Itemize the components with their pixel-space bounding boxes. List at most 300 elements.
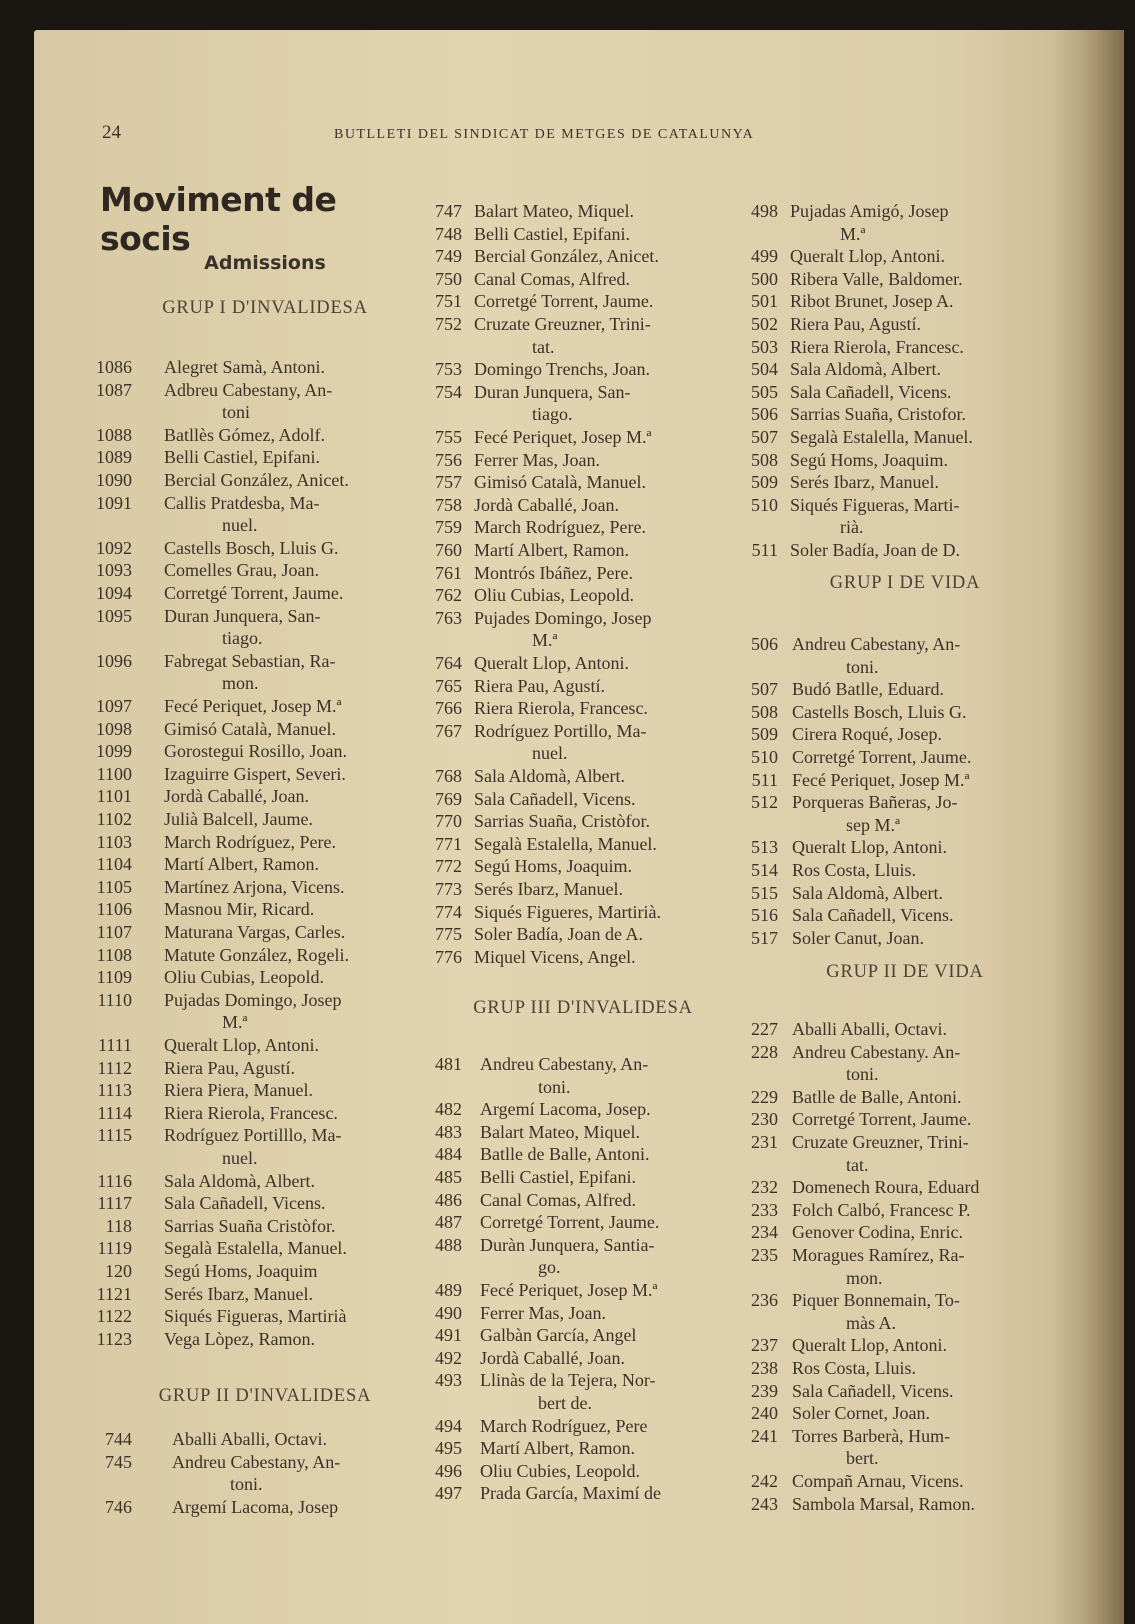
member-number: 1113 bbox=[97, 1080, 132, 1101]
list-item bbox=[728, 1199, 1058, 1222]
member-name-continuation: tiago. bbox=[222, 628, 263, 649]
list-item bbox=[82, 1215, 412, 1238]
member-name: Serés Ibarz, Manuel. bbox=[474, 879, 623, 899]
member-number: 512 bbox=[751, 792, 778, 813]
member-number: 511 bbox=[751, 769, 778, 790]
list-item bbox=[728, 1357, 1058, 1380]
list-item bbox=[82, 1170, 412, 1193]
member-number: 488 bbox=[435, 1234, 462, 1255]
member-name: Ferrer Mas, Joan. bbox=[474, 449, 600, 470]
group-heading: GRUP II D'INVALIDESA bbox=[158, 1386, 372, 1406]
list-item bbox=[82, 1102, 412, 1125]
member-number: 776 bbox=[435, 946, 462, 967]
member-name: Galbàn García, Angel bbox=[480, 1325, 637, 1346]
list-item bbox=[728, 471, 1058, 494]
list-item bbox=[412, 697, 742, 720]
list-item bbox=[728, 1493, 1058, 1516]
list-item bbox=[728, 723, 1058, 746]
list-item bbox=[82, 966, 412, 989]
section-title: Moviment de socis bbox=[100, 180, 337, 258]
list-item bbox=[412, 788, 742, 811]
member-number: 501 bbox=[751, 291, 778, 312]
member-name: Sala Cañadell, Vicens. bbox=[792, 1380, 954, 1401]
member-name: Izaguirre Gispert, Severi. bbox=[164, 763, 346, 784]
member-name: Oliu Cubias, Leopold. bbox=[164, 967, 324, 988]
member-name: Vega Lòpez, Ramon. bbox=[164, 1328, 315, 1349]
member-number: 1109 bbox=[96, 967, 132, 988]
section-subtitle: Admissions bbox=[204, 252, 326, 274]
member-name: Fecé Periquet, Josep M.ª bbox=[164, 696, 342, 716]
list-item bbox=[412, 923, 742, 946]
member-name: Canal Comas, Alfred. bbox=[474, 268, 630, 289]
member-name: Sala Cañadell, Vicens. bbox=[790, 381, 952, 402]
member-name: Segú Homs, Joaquim. bbox=[474, 856, 633, 877]
list-item bbox=[728, 1041, 1058, 1086]
member-number: 1123 bbox=[96, 1328, 132, 1349]
member-number: 1110 bbox=[97, 989, 132, 1010]
list-item bbox=[82, 1237, 412, 1260]
member-number: 1121 bbox=[96, 1283, 132, 1304]
member-name: Domingo Trenchs, Joan. bbox=[474, 359, 651, 380]
member-number: 1101 bbox=[96, 786, 132, 807]
member-name-continuation: M.ª bbox=[840, 223, 866, 244]
member-number: 771 bbox=[435, 833, 462, 854]
member-name: Batllès Gómez, Adolf. bbox=[164, 424, 325, 445]
list-item bbox=[412, 1234, 742, 1279]
member-name: Jordà Caballé, Joan. bbox=[474, 494, 619, 515]
group-heading: GRUP II DE VIDA bbox=[826, 962, 984, 982]
member-number: 764 bbox=[435, 653, 462, 673]
member-name: Porqueras Bañeras, Jo- bbox=[792, 792, 958, 813]
list-item bbox=[412, 652, 742, 675]
member-name: Argemí Lacoma, Josep bbox=[172, 1496, 339, 1517]
member-name-continuation: sep M.ª bbox=[846, 814, 900, 835]
member-number: 492 bbox=[435, 1347, 462, 1368]
member-name: Martí Albert, Ramon. bbox=[480, 1438, 635, 1459]
list-item bbox=[412, 675, 742, 698]
member-number: 1114 bbox=[97, 1102, 132, 1123]
member-number: 1092 bbox=[96, 537, 132, 558]
member-number: 1099 bbox=[96, 741, 132, 762]
member-name: Cruzate Greuzner, Trini- bbox=[474, 314, 651, 334]
member-name: Fecé Periquet, Josep M.ª bbox=[474, 427, 652, 447]
member-number: 242 bbox=[751, 1471, 778, 1491]
member-number: 755 bbox=[435, 427, 462, 447]
member-number: 502 bbox=[751, 314, 778, 334]
member-name: Riera Pau, Agustí. bbox=[164, 1057, 295, 1078]
member-name: Segú Homs, Joaquim. bbox=[790, 449, 949, 470]
member-number: 491 bbox=[435, 1325, 462, 1346]
member-number: 753 bbox=[435, 359, 462, 380]
list-item bbox=[82, 695, 412, 718]
member-number: 498 bbox=[751, 201, 778, 221]
member-name: Belli Castiel, Epifani. bbox=[474, 223, 630, 244]
member-name: Corretgé Torrent, Jaume. bbox=[792, 747, 972, 767]
member-number: 1097 bbox=[96, 696, 132, 716]
list-item bbox=[82, 718, 412, 741]
list-item bbox=[412, 720, 742, 765]
member-number: 762 bbox=[435, 585, 462, 606]
list-item bbox=[728, 1108, 1058, 1131]
member-name-continuation: mon. bbox=[846, 1267, 883, 1288]
member-number: 509 bbox=[751, 724, 778, 745]
member-number: 1091 bbox=[96, 492, 132, 513]
list-item bbox=[82, 853, 412, 876]
list-item bbox=[412, 245, 742, 268]
list-item bbox=[82, 1057, 412, 1080]
member-number: 1103 bbox=[96, 831, 132, 852]
member-name: Sala Cañadell, Vicens. bbox=[474, 788, 636, 809]
list-item bbox=[412, 471, 742, 494]
list-item bbox=[82, 379, 412, 424]
member-number: 748 bbox=[435, 223, 462, 244]
member-name: Queralt Llop, Antoni. bbox=[792, 837, 947, 858]
member-name: Serés Ibarz, Manuel. bbox=[790, 472, 939, 493]
member-number: 499 bbox=[751, 246, 778, 267]
list-item bbox=[82, 1451, 412, 1496]
member-name-continuation: tat. bbox=[532, 336, 555, 357]
member-name: Compañ Arnau, Vicens. bbox=[792, 1471, 964, 1491]
list-item bbox=[728, 1380, 1058, 1403]
member-number: 507 bbox=[751, 427, 778, 447]
list-item bbox=[82, 831, 412, 854]
member-name: Queralt Llop, Antoni. bbox=[164, 1035, 319, 1055]
member-name: Martí Albert, Ramon. bbox=[164, 854, 319, 875]
member-number: 763 bbox=[435, 607, 462, 628]
member-name: Andreu Cabestany, An- bbox=[792, 634, 961, 654]
member-name-continuation: toni. bbox=[538, 1076, 571, 1097]
member-name: Pujades Domingo, Josep bbox=[474, 607, 652, 628]
member-name: Rodríguez Portilllo, Ma- bbox=[164, 1125, 342, 1146]
member-number: 758 bbox=[435, 494, 462, 515]
member-number: 483 bbox=[435, 1121, 462, 1142]
list-item bbox=[412, 855, 742, 878]
member-number: 505 bbox=[751, 381, 778, 402]
member-name: Rodríguez Portillo, Ma- bbox=[474, 720, 647, 741]
list-item bbox=[82, 1305, 412, 1328]
member-name: Matute González, Rogeli. bbox=[164, 944, 349, 965]
member-number: 233 bbox=[751, 1199, 778, 1220]
list-item bbox=[728, 1470, 1058, 1493]
member-name: Soler Canut, Joan. bbox=[792, 927, 924, 948]
list-item bbox=[412, 1053, 742, 1098]
list-item bbox=[728, 633, 1058, 678]
member-name: Llinàs de la Tejera, Nor- bbox=[480, 1370, 656, 1391]
list-item bbox=[728, 904, 1058, 927]
list-item bbox=[82, 446, 412, 469]
member-name: Riera Piera, Manuel. bbox=[164, 1080, 313, 1101]
member-name-continuation: nuel. bbox=[222, 515, 258, 536]
list-item bbox=[412, 426, 742, 449]
member-number: 504 bbox=[751, 359, 778, 380]
list-item bbox=[82, 763, 412, 786]
list-item bbox=[412, 1098, 742, 1121]
member-name-continuation: mon. bbox=[222, 673, 259, 694]
list-item bbox=[728, 245, 1058, 268]
member-number: 489 bbox=[435, 1280, 462, 1300]
member-number: 1087 bbox=[96, 379, 132, 400]
member-number: 506 bbox=[751, 634, 778, 654]
member-number: 243 bbox=[751, 1493, 778, 1514]
member-name-continuation: màs A. bbox=[846, 1312, 897, 1333]
member-name: Martínez Arjona, Vicens. bbox=[164, 876, 345, 897]
member-name: Maturana Vargas, Carles. bbox=[164, 922, 346, 942]
member-name: Gorostegui Rosillo, Joan. bbox=[164, 741, 347, 762]
page bbox=[34, 30, 1124, 1624]
member-name: Oliu Cubias, Leopold. bbox=[474, 585, 634, 606]
list-item bbox=[82, 921, 412, 944]
list-item bbox=[412, 223, 742, 246]
member-number: 481 bbox=[435, 1054, 462, 1074]
member-number: 511 bbox=[751, 540, 778, 560]
member-number: 769 bbox=[435, 788, 462, 809]
list-item bbox=[412, 1211, 742, 1234]
member-name: Segalà Estalella, Manuel. bbox=[474, 833, 657, 854]
member-name: March Rodríguez, Pere. bbox=[474, 517, 646, 538]
member-number: 1104 bbox=[96, 854, 132, 875]
list-item bbox=[728, 746, 1058, 769]
list-item bbox=[728, 539, 1058, 562]
member-name: Montrós Ibáñez, Pere. bbox=[474, 562, 633, 583]
member-number: 510 bbox=[751, 747, 778, 767]
member-number: 1094 bbox=[96, 583, 132, 603]
list-item bbox=[412, 1460, 742, 1483]
member-name: Fecé Periquet, Josep M.ª bbox=[480, 1280, 658, 1300]
member-number: 1090 bbox=[96, 470, 132, 490]
member-number: 231 bbox=[751, 1132, 778, 1152]
member-number: 752 bbox=[435, 314, 462, 334]
member-name: Siqués Figueras, Martirià bbox=[164, 1306, 347, 1327]
list-item bbox=[82, 876, 412, 899]
member-number: 236 bbox=[751, 1290, 778, 1311]
member-number: 234 bbox=[751, 1222, 778, 1243]
list-item bbox=[82, 808, 412, 831]
member-name-continuation: nuel. bbox=[532, 743, 568, 764]
member-number: 1122 bbox=[96, 1306, 132, 1327]
list-item bbox=[82, 1328, 412, 1351]
list-item bbox=[728, 1018, 1058, 1041]
member-number: 228 bbox=[751, 1041, 778, 1062]
member-number: 1089 bbox=[96, 447, 132, 468]
member-name: Andreu Cabestany, An- bbox=[480, 1054, 649, 1074]
group-heading: GRUP I DE VIDA bbox=[829, 573, 981, 593]
member-number: 508 bbox=[751, 701, 778, 722]
member-name: Pujadas Domingo, Josep bbox=[164, 989, 342, 1010]
member-name: Argemí Lacoma, Josep. bbox=[480, 1099, 651, 1120]
list-item bbox=[728, 336, 1058, 359]
member-number: 484 bbox=[435, 1144, 462, 1165]
member-name: Duràn Junquera, Santia- bbox=[480, 1234, 655, 1255]
list-item bbox=[728, 927, 1058, 950]
member-name: Aballi Aballi, Octavi. bbox=[792, 1019, 947, 1039]
member-number: 1106 bbox=[96, 899, 132, 920]
list-item bbox=[82, 424, 412, 447]
member-number: 238 bbox=[751, 1358, 778, 1378]
member-number: 1088 bbox=[96, 424, 132, 445]
list-item bbox=[728, 268, 1058, 291]
member-number: 232 bbox=[751, 1177, 778, 1198]
member-name: Oliu Cubies, Leopold. bbox=[480, 1460, 640, 1481]
member-number: 490 bbox=[435, 1302, 462, 1323]
member-number: 509 bbox=[751, 472, 778, 493]
member-name: Duran Junquera, San- bbox=[164, 605, 321, 626]
member-name: Duran Junquera, San- bbox=[474, 381, 631, 402]
member-name-continuation: toni. bbox=[230, 1474, 263, 1495]
list-item bbox=[412, 1279, 742, 1302]
list-item bbox=[412, 1121, 742, 1144]
member-name: Folch Calbó, Francesc P. bbox=[792, 1199, 971, 1220]
member-number: 513 bbox=[751, 837, 778, 858]
list-item bbox=[728, 403, 1058, 426]
list-item bbox=[728, 1131, 1058, 1176]
member-name: Sarrias Suaña, Cristofor. bbox=[790, 404, 966, 425]
member-number: 486 bbox=[435, 1189, 462, 1210]
member-name: Domenech Roura, Eduard bbox=[792, 1177, 980, 1198]
member-name: Julià Balcell, Jaume. bbox=[164, 809, 313, 829]
member-name: Sala Cañadell, Vicens. bbox=[164, 1193, 326, 1214]
list-item bbox=[412, 1189, 742, 1212]
list-item bbox=[728, 701, 1058, 724]
list-item bbox=[412, 946, 742, 969]
member-name-continuation: toni. bbox=[846, 1064, 879, 1085]
list-item bbox=[728, 1086, 1058, 1109]
member-name: March Rodríguez, Pere bbox=[480, 1415, 648, 1436]
member-number: 746 bbox=[105, 1496, 132, 1517]
list-item bbox=[412, 1482, 742, 1505]
member-name: Corretgé Torrent, Jaume. bbox=[164, 583, 344, 603]
member-number: 229 bbox=[751, 1086, 778, 1107]
member-name: Comelles Grau, Joan. bbox=[164, 560, 319, 581]
list-item bbox=[728, 313, 1058, 336]
member-name: Segalà Estalella, Manuel. bbox=[790, 427, 973, 447]
list-item bbox=[728, 1402, 1058, 1425]
member-number: 765 bbox=[435, 675, 462, 696]
list-item bbox=[728, 494, 1058, 539]
member-name: Adbreu Cabestany, An- bbox=[164, 379, 333, 400]
member-name: Belli Castiel, Epifani. bbox=[480, 1167, 636, 1187]
member-number: 1098 bbox=[96, 718, 132, 739]
list-item bbox=[82, 740, 412, 763]
member-name: Bercial González, Anicet. bbox=[474, 246, 659, 267]
member-name: Riera Rierola, Francesc. bbox=[474, 698, 648, 719]
member-name: Siqués Figueras, Marti- bbox=[790, 494, 960, 515]
member-name: Masnou Mir, Ricard. bbox=[164, 899, 315, 920]
member-number: 506 bbox=[751, 404, 778, 425]
member-name: Callis Pratdesba, Ma- bbox=[164, 492, 320, 513]
member-number: 240 bbox=[751, 1403, 778, 1424]
member-name-continuation: go. bbox=[538, 1257, 561, 1278]
member-name: Genover Codina, Enric. bbox=[792, 1222, 963, 1243]
member-name: Cirera Roqué, Josep. bbox=[792, 724, 942, 745]
member-name: Fabregat Sebastian, Ra- bbox=[164, 650, 336, 671]
list-item bbox=[728, 882, 1058, 905]
member-number: 514 bbox=[751, 860, 778, 880]
member-name: Queralt Llop, Antoni. bbox=[792, 1335, 947, 1356]
member-number: 517 bbox=[751, 927, 778, 948]
list-item bbox=[728, 1334, 1058, 1357]
member-number: 747 bbox=[435, 201, 462, 221]
member-name: Sarrias Suaña Cristòfor. bbox=[164, 1215, 336, 1236]
member-name: Batlle de Balle, Antoni. bbox=[480, 1144, 650, 1165]
member-number: 237 bbox=[751, 1335, 778, 1356]
list-item bbox=[728, 200, 1058, 245]
list-item bbox=[82, 944, 412, 967]
member-number: 750 bbox=[435, 268, 462, 289]
member-name: Batlle de Balle, Antoni. bbox=[792, 1086, 962, 1107]
member-name: Martí Albert, Ramon. bbox=[474, 540, 629, 560]
member-name-continuation: rià. bbox=[840, 517, 864, 538]
list-item bbox=[728, 358, 1058, 381]
member-number: 239 bbox=[751, 1380, 778, 1401]
member-name-continuation: nuel. bbox=[222, 1147, 258, 1168]
member-name: Sala Aldomà, Albert. bbox=[474, 766, 625, 786]
member-number: 1095 bbox=[96, 605, 132, 626]
list-item bbox=[412, 1347, 742, 1370]
list-item bbox=[412, 516, 742, 539]
member-number: 1102 bbox=[96, 809, 132, 829]
list-item bbox=[412, 765, 742, 788]
member-name-continuation: tiago. bbox=[532, 404, 573, 425]
member-number: 494 bbox=[435, 1415, 462, 1436]
member-name: Alegret Samà, Antoni. bbox=[164, 357, 325, 377]
member-name: Queralt Llop, Antoni. bbox=[474, 653, 629, 673]
member-name: Belli Castiel, Epifani. bbox=[164, 447, 320, 468]
member-number: 1111 bbox=[98, 1035, 132, 1055]
list-item bbox=[82, 650, 412, 695]
list-item bbox=[728, 859, 1058, 882]
list-item bbox=[82, 898, 412, 921]
member-number: 770 bbox=[435, 811, 462, 832]
book-spine-shadow bbox=[1054, 30, 1124, 1624]
list-item bbox=[412, 290, 742, 313]
member-number: 767 bbox=[435, 720, 462, 741]
list-item bbox=[412, 381, 742, 426]
list-item bbox=[412, 449, 742, 472]
list-item bbox=[82, 989, 412, 1034]
member-name: Andreu Cabestany, An- bbox=[172, 1451, 341, 1472]
list-item bbox=[728, 836, 1058, 859]
member-name: Gimisó Català, Manuel. bbox=[164, 718, 336, 739]
member-name-continuation: M.ª bbox=[532, 630, 558, 651]
list-item bbox=[412, 1324, 742, 1347]
list-item bbox=[412, 1302, 742, 1325]
member-name: Prada García, Maximí de bbox=[480, 1483, 661, 1504]
list-item bbox=[412, 1166, 742, 1189]
member-number: 1112 bbox=[97, 1057, 132, 1078]
list-item bbox=[412, 358, 742, 381]
member-number: 510 bbox=[751, 494, 778, 515]
member-number: 241 bbox=[751, 1425, 778, 1446]
member-number: 766 bbox=[435, 698, 462, 719]
list-item bbox=[82, 605, 412, 650]
list-item bbox=[82, 1260, 412, 1283]
member-name: Sala Aldomà, Albert. bbox=[164, 1170, 315, 1191]
member-number: 235 bbox=[751, 1245, 778, 1265]
list-item bbox=[728, 1244, 1058, 1289]
member-name: Aballi Aballi, Octavi. bbox=[172, 1429, 327, 1449]
member-name: Corretgé Torrent, Jaume. bbox=[480, 1212, 660, 1233]
list-item bbox=[82, 1192, 412, 1215]
member-number: 508 bbox=[751, 449, 778, 470]
member-name: Sala Cañadell, Vicens. bbox=[792, 905, 954, 926]
member-name: Riera Pau, Agustí. bbox=[474, 675, 605, 696]
member-name: Torres Barberà, Hum- bbox=[792, 1425, 951, 1446]
member-name: Sarrias Suaña, Cristòfor. bbox=[474, 811, 650, 832]
member-name: Siqués Figueres, Martirià. bbox=[474, 901, 661, 922]
member-name: Miquel Vicens, Angel. bbox=[474, 946, 636, 967]
list-item bbox=[412, 1437, 742, 1460]
member-number: 757 bbox=[435, 472, 462, 493]
